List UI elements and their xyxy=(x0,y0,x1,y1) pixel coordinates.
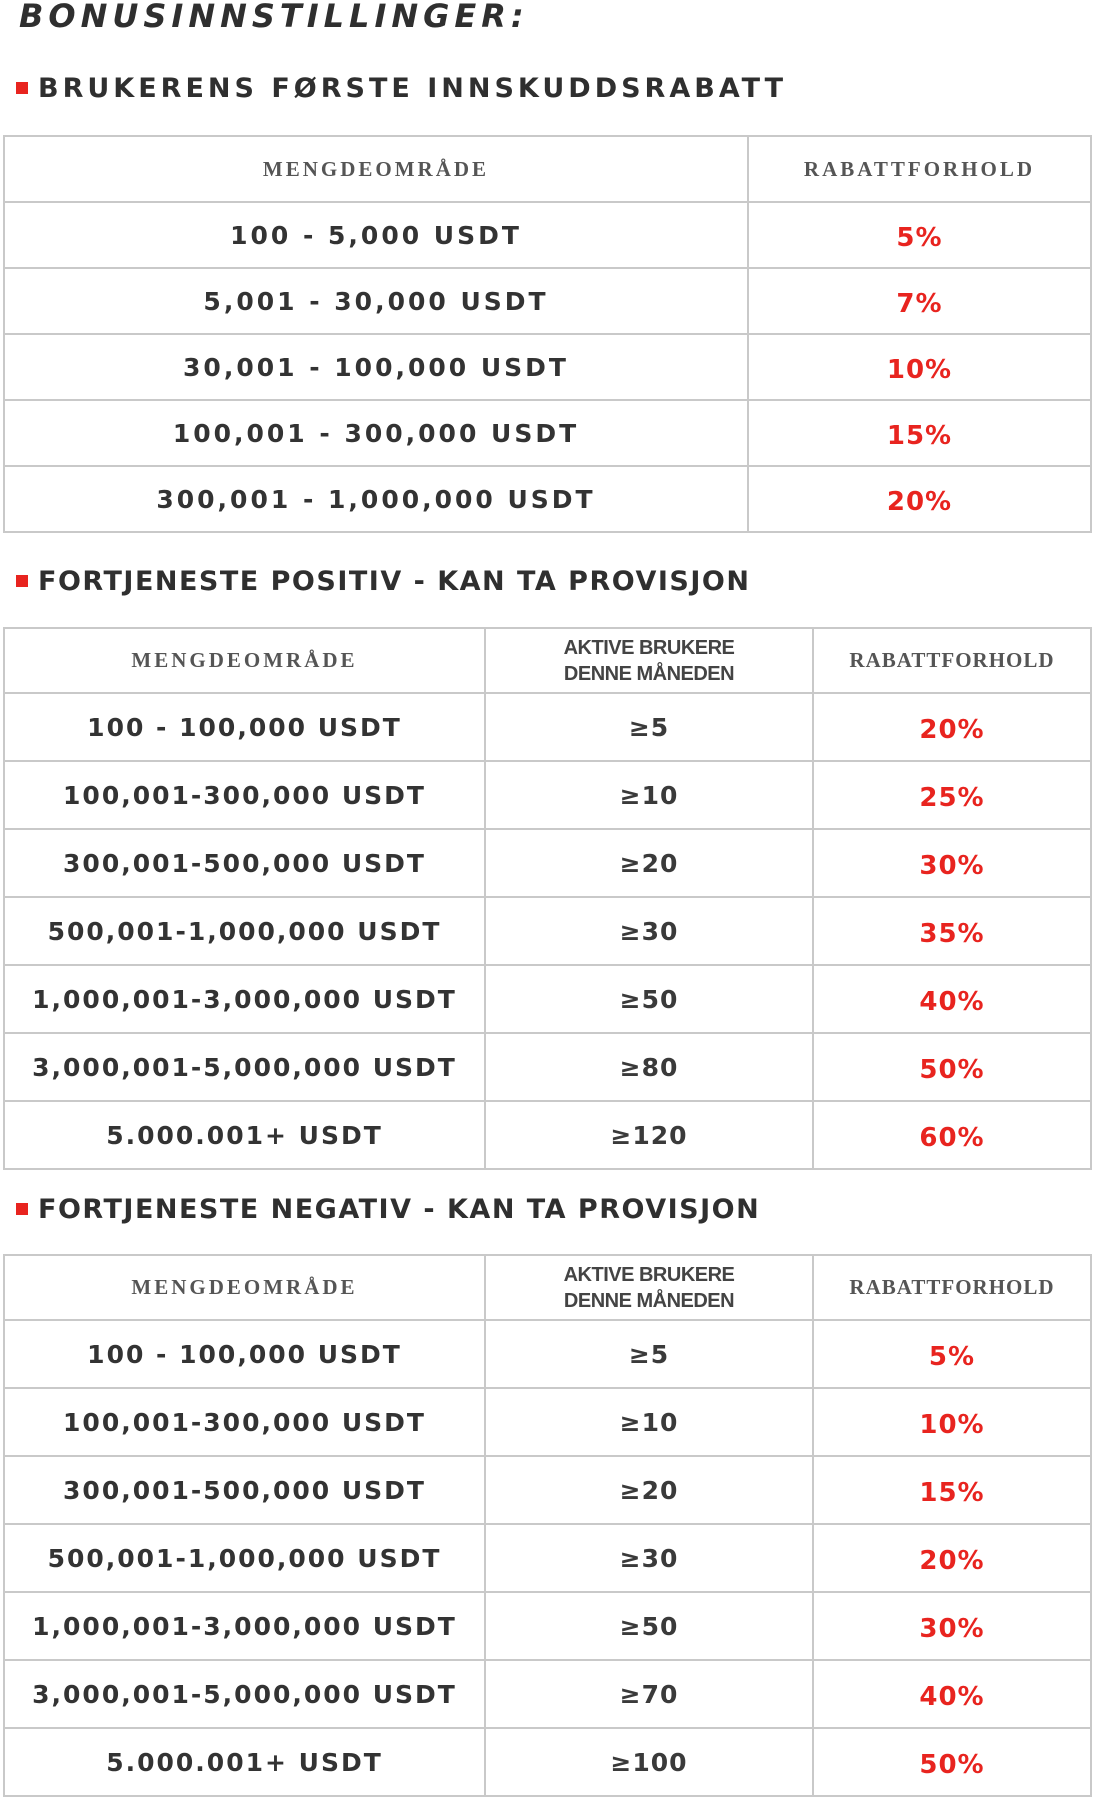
range-cell: 500,001-1,000,000 USDT xyxy=(4,1524,485,1592)
range-cell: 500,001-1,000,000 USDT xyxy=(4,897,485,965)
active-users-cell: ≥80 xyxy=(485,1033,813,1101)
range-cell: 5,001 - 30,000 USDT xyxy=(4,268,748,334)
ratio-header: RABATTFORHOLD xyxy=(813,1255,1091,1320)
range-cell: 30,001 - 100,000 USDT xyxy=(4,334,748,400)
active-users-cell: ≥30 xyxy=(485,897,813,965)
table-row xyxy=(4,693,1091,761)
profit-negative-heading-text: FORTJENESTE NEGATIV - KAN TA PROVISJON xyxy=(38,1193,761,1225)
range-cell: 100,001-300,000 USDT xyxy=(4,1388,485,1456)
range-cell: 100 - 100,000 USDT xyxy=(4,1320,485,1388)
page-title: BONUSINNSTILLINGER: xyxy=(19,0,529,35)
table-header-row xyxy=(4,136,1091,202)
range-cell: 1,000,001-3,000,000 USDT xyxy=(4,965,485,1033)
active-users-cell: ≥70 xyxy=(485,1660,813,1728)
ratio-cell: 40% xyxy=(813,965,1091,1033)
table-row xyxy=(4,829,1091,897)
ratio-header: RABATTFORHOLD xyxy=(813,628,1091,693)
bullet-square-icon xyxy=(16,82,28,94)
bullet-square-icon xyxy=(16,1203,28,1215)
table-row xyxy=(4,202,1091,268)
table-header-row xyxy=(4,628,1091,693)
ratio-cell: 5% xyxy=(748,202,1091,268)
active-users-cell: ≥20 xyxy=(485,1456,813,1524)
range-cell: 300,001 - 1,000,000 USDT xyxy=(4,466,748,532)
range-cell: 100 - 100,000 USDT xyxy=(4,693,485,761)
ratio-cell: 5% xyxy=(813,1320,1091,1388)
ratio-cell: 35% xyxy=(813,897,1091,965)
ratio-cell: 15% xyxy=(748,400,1091,466)
active-users-header xyxy=(485,628,813,693)
ratio-cell: 60% xyxy=(813,1101,1091,1169)
active-users-cell: ≥30 xyxy=(485,1524,813,1592)
table-row xyxy=(4,897,1091,965)
active-users-cell: ≥20 xyxy=(485,829,813,897)
ratio-cell: 25% xyxy=(813,761,1091,829)
ratio-cell: 20% xyxy=(813,1524,1091,1592)
table-row xyxy=(4,761,1091,829)
ratio-cell: 20% xyxy=(748,466,1091,532)
active-users-cell: ≥100 xyxy=(485,1728,813,1796)
table-row xyxy=(4,268,1091,334)
ratio-cell: 30% xyxy=(813,829,1091,897)
active-users-cell: ≥10 xyxy=(485,761,813,829)
range-cell: 100 - 5,000 USDT xyxy=(4,202,748,268)
active-users-header-line1: AKTIVE BRUKERE xyxy=(563,1263,735,1286)
profit-negative-heading xyxy=(16,1192,760,1226)
range-header: MENGDEOMRÅDE xyxy=(4,1255,485,1320)
active-users-cell: ≥50 xyxy=(485,965,813,1033)
table-row xyxy=(4,1320,1091,1388)
ratio-cell: 10% xyxy=(748,334,1091,400)
ratio-header: RABATTFORHOLD xyxy=(748,136,1091,202)
range-cell: 100,001-300,000 USDT xyxy=(4,761,485,829)
range-cell: 300,001-500,000 USDT xyxy=(4,1456,485,1524)
ratio-cell: 50% xyxy=(813,1033,1091,1101)
table-row xyxy=(4,965,1091,1033)
active-users-cell: ≥50 xyxy=(485,1592,813,1660)
first-deposit-heading xyxy=(16,71,787,105)
range-cell: 5.000.001+ USDT xyxy=(4,1728,485,1796)
range-cell: 3,000,001-5,000,000 USDT xyxy=(4,1033,485,1101)
table-row xyxy=(4,1728,1091,1796)
ratio-cell: 7% xyxy=(748,268,1091,334)
active-users-cell: ≥120 xyxy=(485,1101,813,1169)
table-row xyxy=(4,1033,1091,1101)
range-cell: 1,000,001-3,000,000 USDT xyxy=(4,1592,485,1660)
profit-positive-heading xyxy=(16,564,750,598)
first-deposit-heading-text: BRUKERENS FØRSTE INNSKUDDSRABATT xyxy=(38,72,788,104)
table-row xyxy=(4,1660,1091,1728)
table-row xyxy=(4,1524,1091,1592)
active-users-header-line1: AKTIVE BRUKERE xyxy=(563,636,735,659)
ratio-cell: 20% xyxy=(813,693,1091,761)
table-row xyxy=(4,1388,1091,1456)
ratio-cell: 30% xyxy=(813,1592,1091,1660)
range-cell: 100,001 - 300,000 USDT xyxy=(4,400,748,466)
range-cell: 5.000.001+ USDT xyxy=(4,1101,485,1169)
active-users-header-line2: DENNE MÅNEDEN xyxy=(563,662,735,685)
profit-negative-table xyxy=(3,1254,1092,1797)
range-header: MENGDEOMRÅDE xyxy=(4,136,748,202)
bullet-square-icon xyxy=(16,575,28,587)
ratio-cell: 50% xyxy=(813,1728,1091,1796)
first-deposit-table xyxy=(3,135,1092,533)
ratio-cell: 15% xyxy=(813,1456,1091,1524)
table-row xyxy=(4,334,1091,400)
range-cell: 3,000,001-5,000,000 USDT xyxy=(4,1660,485,1728)
active-users-cell: ≥5 xyxy=(485,1320,813,1388)
table-row xyxy=(4,400,1091,466)
table-row xyxy=(4,466,1091,532)
ratio-cell: 40% xyxy=(813,1660,1091,1728)
table-row xyxy=(4,1592,1091,1660)
table-row xyxy=(4,1101,1091,1169)
profit-positive-table xyxy=(3,627,1092,1170)
table-row xyxy=(4,1456,1091,1524)
active-users-cell: ≥5 xyxy=(485,693,813,761)
active-users-header-line2: DENNE MÅNEDEN xyxy=(563,1289,735,1312)
range-cell: 300,001-500,000 USDT xyxy=(4,829,485,897)
profit-positive-heading-text: FORTJENESTE POSITIV - KAN TA PROVISJON xyxy=(38,565,751,597)
ratio-cell: 10% xyxy=(813,1388,1091,1456)
active-users-header xyxy=(485,1255,813,1320)
table-header-row xyxy=(4,1255,1091,1320)
range-header: MENGDEOMRÅDE xyxy=(4,628,485,693)
active-users-cell: ≥10 xyxy=(485,1388,813,1456)
